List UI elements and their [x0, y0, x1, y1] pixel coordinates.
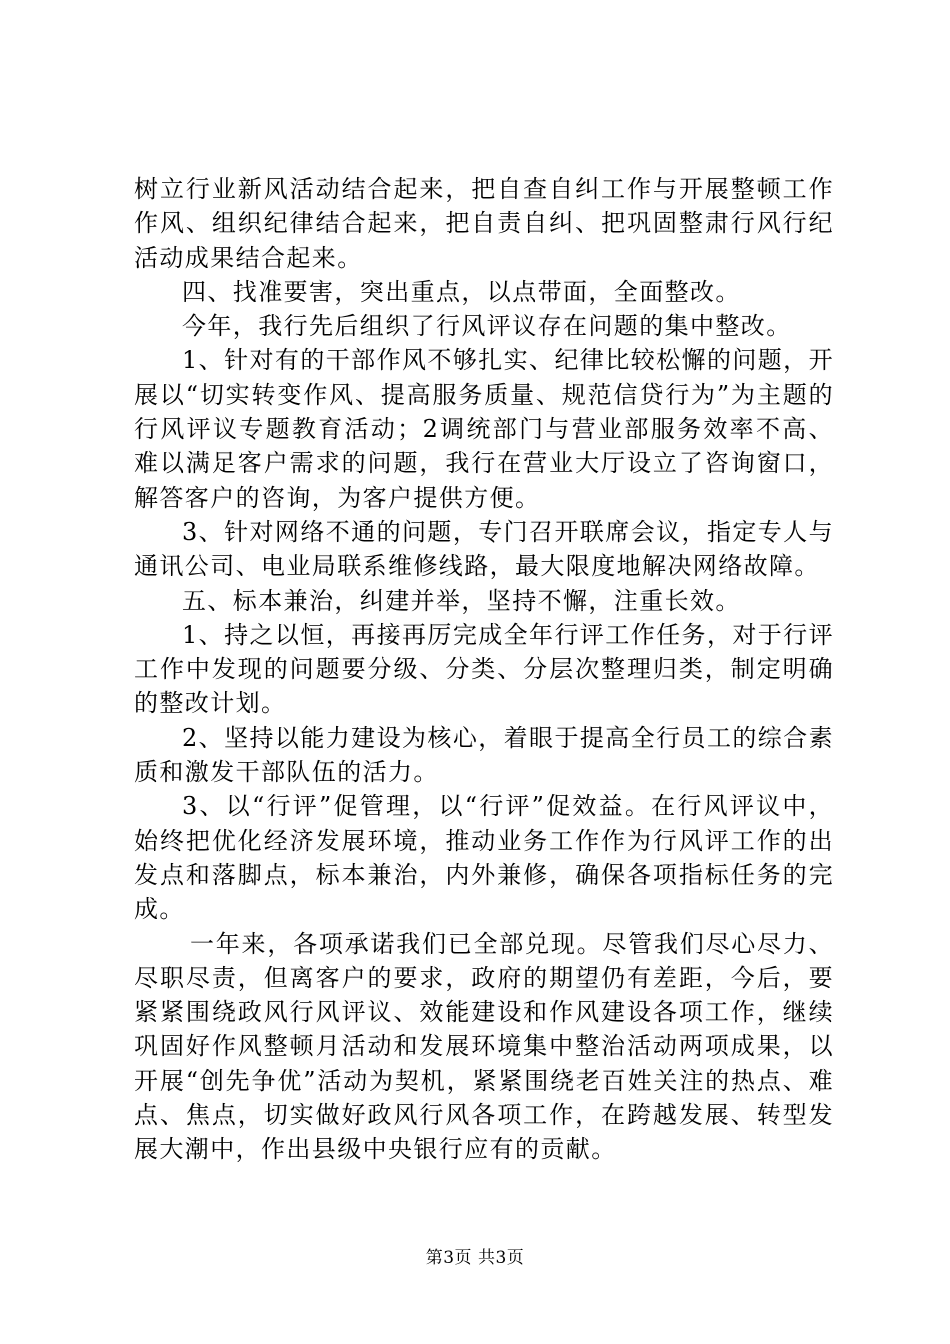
- paragraph-this-year: 今年，我行先后组织了行风评议存在问题的集中整改。: [182, 312, 792, 341]
- paragraph-conclusion: 一年来，各项承诺我们已全部兑现。尽管我们尽心尽力、尽职尽责，但离客户的要求，政府的期望仍有差距，今后，要紧紧围绕政风行风评议、效能建设和作风建设各项工作，继续巩固好作风整顿月活动和发展环境集中整治活动两项成果，以开展“创先争优”活动为契机，紧紧围绕老百姓关注的热点、难点、焦点，切实做好政风行风各项工作，在跨越发展、转型发展大潮中，作出县级中央银行应有的贡献。: [134, 929, 834, 1164]
- section-heading-five: 五、标本兼治，纠建并举，坚持不懈，注重长效。: [182, 586, 741, 615]
- page-number-footer: 第3页 共3页: [425, 1248, 525, 1268]
- list-item-1-b: 1、持之以恒，再接再厉完成全年行评工作任务，对于行评工作中发现的问题要分级、分类、分层次整理归类，制定明确的整改计划。: [134, 620, 834, 718]
- section-heading-four: 四、找准要害，突出重点，以点带面，全面整改。: [182, 277, 741, 306]
- list-item-1: 1、针对有的干部作风不够扎实、纪律比较松懈的问题，开展以“切实转变作风、提高服务质量、规范信贷行为”为主题的行风评议专题教育活动；2调统部门与营业部服务效率不高、难以满足客户需求的问题，我行在营业大厅设立了咨询窗口，解答客户的咨询，为客户提供方便。: [134, 346, 834, 512]
- paragraph-continuation: 树立行业新风活动结合起来，把自查自纠工作与开展整顿工作作风、组织纪律结合起来，把自责自纠、把巩固整肃行风行纪活动成果结合起来。: [134, 175, 834, 272]
- document-body: [134, 172, 834, 1167]
- list-item-2-b: 2、坚持以能力建设为核心，着眼于提高全行员工的综合素质和激发干部队伍的活力。: [134, 723, 834, 787]
- list-item-3-b: 3、以“行评”促管理，以“行评”促效益。在行风评议中，始终把优化经济发展环境，推动业务工作作为行风评工作的出发点和落脚点，标本兼治，内外兼修，确保各项指标任务的完成。: [134, 792, 834, 924]
- list-item-3: 3、针对网络不通的问题，专门召开联席会议，指定专人与通讯公司、电业局联系维修线路，最大限度地解决网络故障。: [134, 517, 834, 581]
